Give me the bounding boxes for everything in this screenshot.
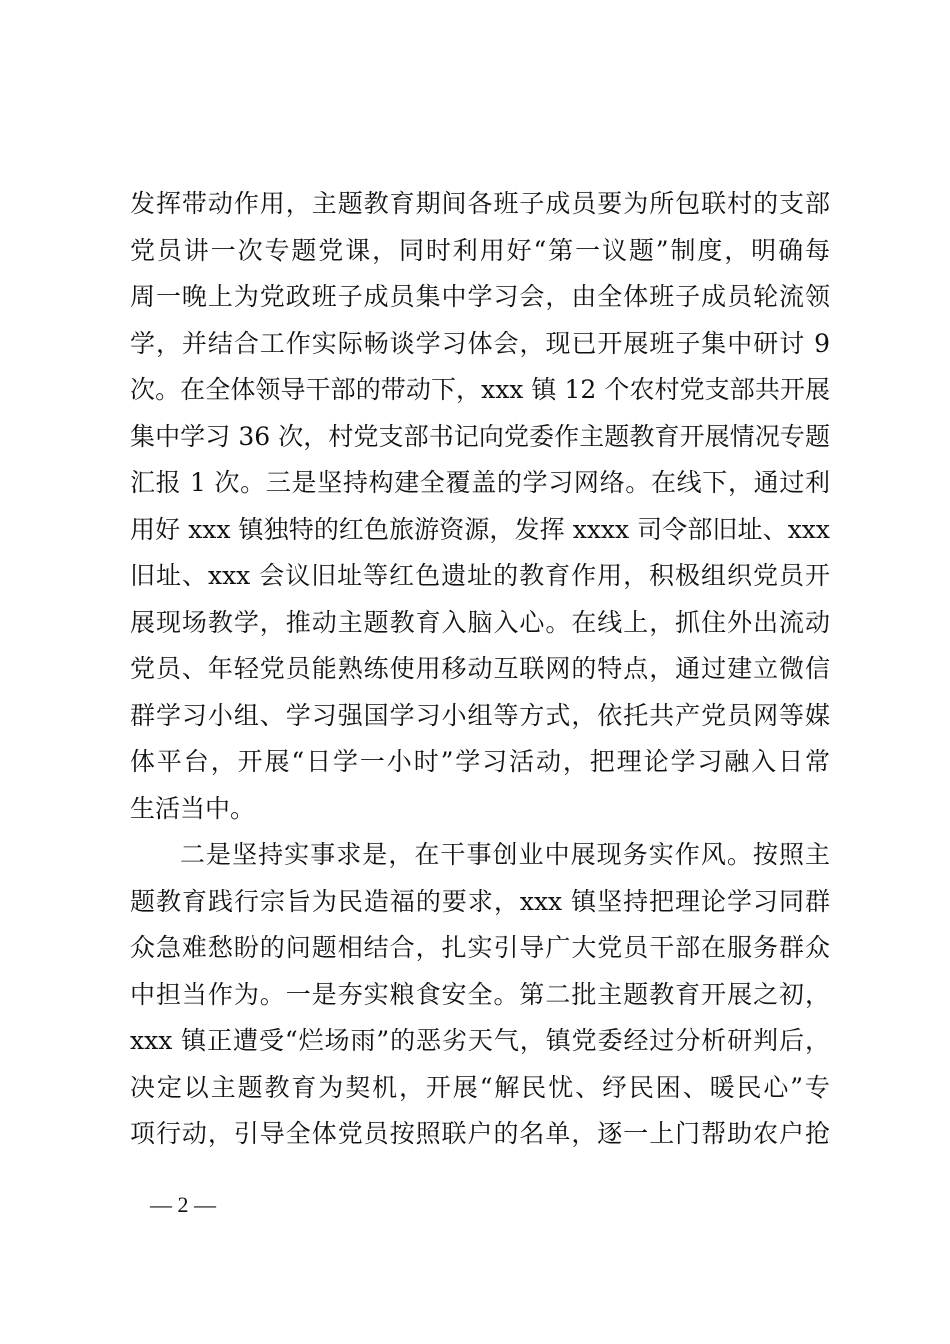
text-line: 展现场教学，推动主题教育入脑入心。在线上，抓住外出流动 (130, 607, 830, 637)
page-number: — 2 — (150, 1192, 216, 1217)
text-line: 发挥带动作用，主题教育期间各班子成员要为所包联村的支部 (130, 189, 830, 218)
paragraph-2 (130, 832, 830, 1158)
text-line: 用好 xxx 镇独特的红色旅游资源，发挥 xxxx 司令部旧址、xxx (130, 514, 830, 544)
text-line: 项行动，引导全体党员按照联户的名单，逐一上门帮助农户抢 (130, 1119, 830, 1148)
text-line: 题教育践行宗旨为民造福的要求，xxx 镇坚持把理论学习同群 (130, 886, 830, 916)
document-body (130, 181, 830, 1158)
text-line: 二是坚持实事求是，在干事创业中展现务实作风。按照主 (180, 840, 830, 869)
text-line: 旧址、xxx 会议旧址等红色遗址的教育作用，积极组织党员开 (130, 561, 830, 590)
text-line: 体平台，开展“日学一小时”学习活动，把理论学习融入日常 (130, 747, 830, 776)
paragraph-1 (130, 181, 830, 832)
text-line: xxx 镇正遭受“烂场雨”的恶劣天气，镇党委经过分析研判后， (130, 1026, 830, 1055)
text-line: 中担当作为。一是夯实粮食安全。第二批主题教育开展之初， (130, 979, 830, 1009)
text-line: 群学习小组、学习强国学习小组等方式，依托共产党员网等媒 (130, 700, 830, 730)
text-line: 集中学习 36 次，村党支部书记向党委作主题教育开展情况专题 (130, 421, 830, 451)
text-line: 次。在全体领导干部的带动下，xxx 镇 12 个农村党支部共开展 (130, 375, 830, 404)
text-line: 周一晚上为党政班子成员集中学习会，由全体班子成员轮流领 (130, 282, 830, 311)
text-line: 党员讲一次专题党课，同时利用好“第一议题”制度，明确每 (130, 235, 830, 265)
text-line: 学，并结合工作实际畅谈学习体会，现已开展班子集中研讨 9 (130, 328, 830, 358)
text-line: 众急难愁盼的问题相结合，扎实引导广大党员干部在服务群众 (130, 933, 830, 962)
text-line: 决定以主题教育为契机，开展“解民忧、纾民困、暖民心”专 (130, 1072, 830, 1102)
text-line: 生活当中。 (130, 793, 256, 823)
text-line: 党员、年轻党员能熟练使用移动互联网的特点，通过建立微信 (130, 654, 830, 683)
text-line: 汇报 1 次。三是坚持构建全覆盖的学习网络。在线下，通过利 (130, 468, 830, 497)
